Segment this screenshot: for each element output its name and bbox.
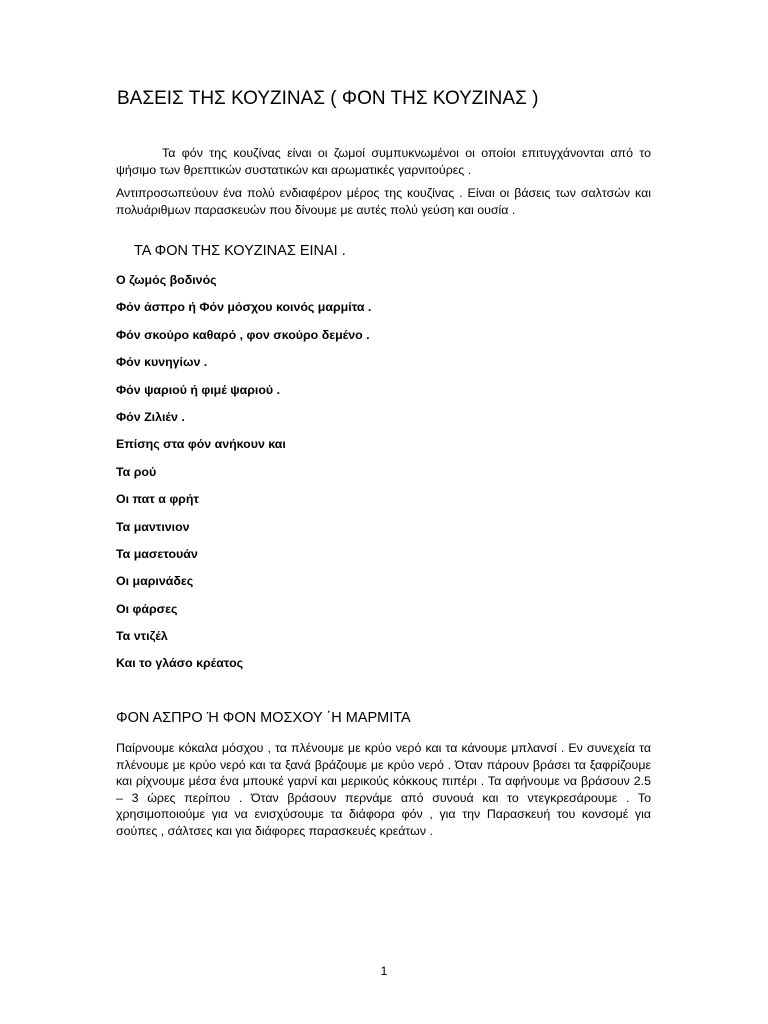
list-item: Φόν Ζιλιέν . [116, 409, 185, 424]
list-item: Ο ζωμός βοδινός [116, 273, 217, 287]
list-item: Φόν σκούρο καθαρό , φον σκούρο δεμένο . [116, 327, 370, 342]
list-item: Φόν ψαριού ή φιμέ ψαριού . [116, 382, 281, 397]
fond-list [116, 270, 371, 681]
intro-paragraph-1: Τα φόν της κουζίνας είναι οι ζωμοί συμπυκνωμένοι οι οποίοι επιτυγχάνονται από το ψήσιμο των θρεπτικών συστατικών και αρωματικές γαρνιτούρες . [116, 146, 651, 177]
list-item: Οι μαρινάδες [116, 574, 194, 589]
section-1-heading: ΤΑ ΦΟΝ ΤΗΣ ΚΟΥΖΙΝΑΣ ΕΙΝΑΙ . [134, 243, 346, 259]
section-2-heading: ΦΟΝ ΑΣΠΡΟ Ή ΦΟΝ ΜΟΣΧΟΥ ΄Η ΜΑΡΜΙΤΑ [116, 710, 411, 726]
page-number: 1 [380, 964, 388, 978]
list-item: Φόν άσπρο ή Φόν μόσχου κοινός μαρμίτα . [116, 300, 372, 315]
list-item: Οι φάρσες [116, 601, 178, 616]
list-item: Τα μασετουάν [116, 546, 198, 561]
document-title: ΒΑΣΕΙΣ ΤΗΣ ΚΟΥΖΙΝΑΣ ( ΦΟΝ ΤΗΣ ΚΟΥΖΙΝΑΣ ) [117, 88, 539, 109]
list-item: Επίσης στα φόν ανήκουν και [116, 437, 286, 452]
intro-paragraph-2: Αντιπροσωπεύουν ένα πολύ ενδιαφέρον μέρος της κουζίνας . Είναι οι βάσεις των σαλτσών και πολυάριθμων παρασκευών που δίνουμε με αυτές πολύ γεύση και ουσία . [116, 186, 651, 217]
list-item: Τα μαντινιον [116, 519, 190, 534]
list-item: Οι πατ α φρήτ [116, 492, 199, 507]
list-item: Τα ντιζέλ [116, 629, 168, 644]
list-item: Και το γλάσο κρέατος [116, 656, 244, 671]
list-item: Φόν κυνηγίων . [116, 355, 208, 370]
section-2-paragraph: Παίρνουμε κόκαλα μόσχου , τα πλένουμε με κρύο νερό και τα κάνουμε μπλανσί . Εν συνεχεία τα πλένουμε με κρύο νερό και τα ξανά βράζουμε με κρύο νερό . Όταν πάρουν βράσει τα ξαφρίζουμε και ρίχνουμε μέσα ένα μπουκέ γαρνί και μερικούς κόκκους πιπέρι . Τα αφήνουμε να βράσουν 2.5 – 3 ώρες περίπου . Όταν βράσουν περνάμε από συνουά και το ντεγκρεσάρουμε . Το χρησιμοποιούμε για να ενισχύσουμε τα διάφορα φόν , για την Παρασκευή του κονσομέ για σούπες , σάλτσες και για διάφορες παρασκευές κρεάτων . [116, 741, 651, 838]
list-item: Τα ρού [116, 464, 157, 479]
